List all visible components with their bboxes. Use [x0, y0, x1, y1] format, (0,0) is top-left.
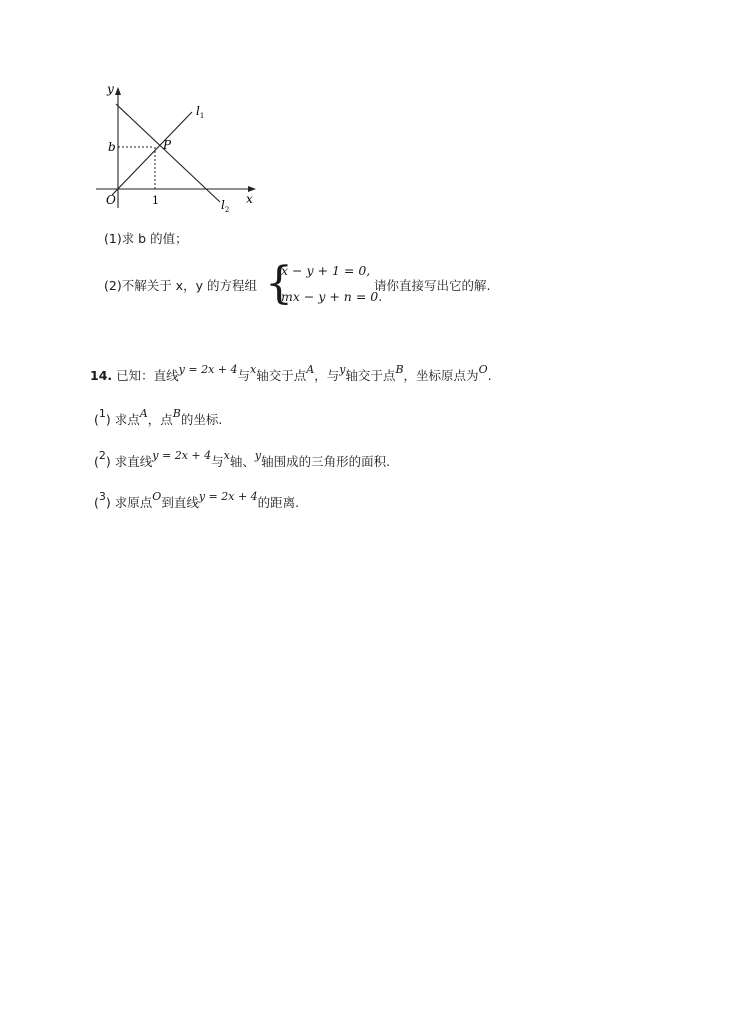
coordinate-figure: [90, 80, 270, 220]
y-axis-arrow: [115, 87, 121, 95]
line-l1: [112, 112, 192, 195]
q14-point-b: B: [395, 363, 404, 376]
q14-number: 14.: [90, 368, 113, 383]
q14-sub1-a: 求点: [114, 412, 140, 427]
q14-sub2-line-expr: y = 2x + 4: [152, 449, 212, 462]
q14-sub1-point-b: B: [172, 407, 181, 420]
q14-sub2-open: (: [94, 454, 99, 469]
q14-sub2-c: 轴、: [229, 454, 255, 469]
q14-stem-e: 轴交于点: [345, 368, 396, 383]
q14-stem: [90, 363, 492, 384]
system-brace: {: [265, 258, 293, 309]
q14-x-var: x: [250, 363, 257, 376]
q14-stem-d: ，与: [314, 368, 340, 383]
l1-label: $l_1$: [196, 104, 205, 120]
q14-stem-a: 已知：直线: [116, 368, 179, 383]
q14-sub2-x-var: x: [223, 449, 230, 462]
q14-sub2-d: 轴围成的三角形的面积.: [261, 454, 391, 469]
q14-sub3-point-o: O: [152, 490, 162, 503]
q14-sub3-num: 3: [98, 490, 106, 503]
q14-point-o: O: [478, 363, 488, 376]
q14-y-var: y: [339, 363, 346, 376]
q14-sub2-close: ): [105, 454, 111, 469]
x-axis-label: x: [246, 192, 253, 206]
q14-sub3-open: (: [94, 495, 99, 510]
q14-sub2-a: 求直线: [114, 454, 153, 469]
y-axis-label: y: [107, 82, 114, 96]
q14-sub2: [94, 449, 391, 470]
q14-sub2-num: 2: [98, 449, 106, 462]
q14-sub1: [94, 407, 223, 428]
q14-sub3-close: ): [105, 495, 111, 510]
q13-part2-prefix: (2)不解关于 x，y 的方程组: [104, 278, 257, 293]
q14-sub3-a: 求原点: [114, 495, 153, 510]
q14-sub1-point-a: A: [139, 407, 148, 420]
l2-label: $l_2$: [221, 198, 230, 214]
q14-line-expr: y = 2x + 4: [178, 363, 238, 376]
line-l2: [116, 104, 220, 202]
q14-stem-f: ，坐标原点为: [403, 368, 479, 383]
system-eq2: mx − y + n = 0.: [281, 289, 383, 304]
system-eq1: x − y + 1 = 0,: [281, 263, 371, 278]
q14-sub1-num: 1: [98, 407, 106, 420]
q14-sub3-c: 的距离.: [257, 495, 300, 510]
q14-sub2-b: 与: [211, 454, 224, 469]
q14-sub3-b: 到直线: [161, 495, 199, 510]
q14-sub1-c: 的坐标.: [180, 412, 223, 427]
q14-sub3: [94, 490, 300, 511]
origin-label: O: [106, 193, 116, 207]
q14-sub1-b: ，点: [147, 412, 173, 427]
q14-point-a: A: [306, 363, 315, 376]
q14-stem-b: 与: [237, 368, 251, 383]
q14-sub1-close: ): [105, 412, 111, 427]
q14-sub2-y-var: y: [254, 449, 262, 462]
q13-part1: (1)求 b 的值；: [104, 231, 188, 246]
q14-stem-g: .: [487, 368, 492, 383]
q13-part2-suffix: 请你直接写出它的解.: [374, 278, 491, 293]
q14-sub3-line-expr: y = 2x + 4: [198, 490, 258, 503]
q14-stem-c: 轴交于点: [256, 368, 307, 383]
one-label: 1: [152, 194, 159, 207]
q14-sub1-open: (: [94, 412, 99, 427]
b-label: b: [108, 140, 116, 154]
p-label: P: [163, 138, 172, 152]
